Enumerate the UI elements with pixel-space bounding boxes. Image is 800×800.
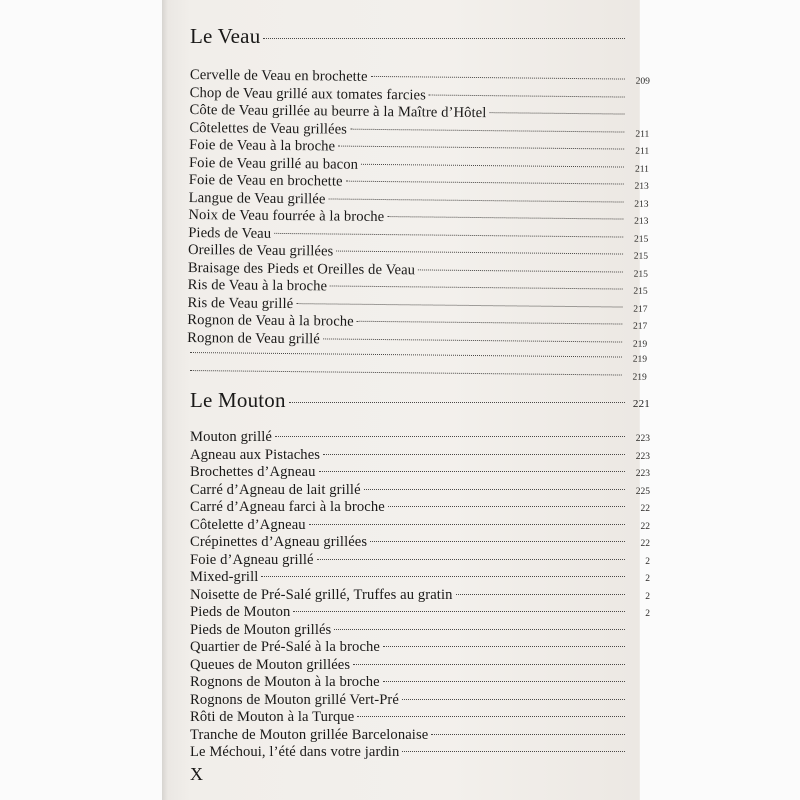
dot-leader (336, 251, 623, 255)
entry-title: Côtelettes de Veau grillées (189, 119, 348, 138)
toc-entry (190, 709, 650, 727)
dot-leader (190, 352, 622, 358)
toc-entry (190, 534, 650, 552)
folio-number: X (190, 764, 203, 784)
entry-title: Ris de Veau grillé (187, 294, 294, 312)
entry-page-number: 209 (635, 76, 650, 87)
section-title: Le Veau (190, 24, 261, 48)
toc-entry (187, 364, 647, 386)
dot-leader (319, 471, 626, 472)
dot-leader (383, 646, 625, 647)
entry-title: Brochettes d’Agneau (190, 464, 316, 480)
background-right (640, 0, 800, 800)
dot-leader (489, 112, 624, 114)
entry-page-number: 211 (635, 129, 650, 140)
dot-leader (334, 629, 625, 630)
entry-page-number: 2 (645, 609, 650, 619)
dot-leader (263, 38, 625, 39)
dot-leader (353, 664, 625, 665)
background-left (0, 0, 162, 800)
entry-title: Ris de Veau à la broche (187, 276, 328, 295)
toc-entry (190, 622, 650, 640)
toc-entry (190, 639, 650, 657)
entry-page-number: 22 (640, 521, 650, 532)
entry-page-number: 2 (645, 574, 650, 584)
section-page-number: 221 (632, 398, 650, 410)
dot-leader (274, 232, 623, 237)
entry-title: Rognons de Mouton grillé Vert-Pré (190, 691, 399, 708)
entry-page-number: 213 (634, 216, 649, 227)
entry-page-number: 215 (633, 251, 649, 262)
entry-page-number: 223 (635, 434, 650, 444)
entry-page-number: 215 (633, 234, 649, 245)
entry-page-number: 213 (634, 181, 649, 192)
dot-leader (317, 559, 625, 560)
dot-leader (456, 594, 625, 595)
entry-title: Queues de Mouton grillées (190, 656, 351, 673)
toc-entry (190, 447, 650, 465)
entry-title: Quartier de Pré-Salé à la broche (190, 639, 380, 655)
dot-leader (361, 163, 624, 167)
toc-entry (190, 499, 650, 517)
entry-page-number: 219 (632, 354, 648, 365)
entry-page-number: 2 (645, 556, 650, 567)
dot-leader (387, 216, 623, 219)
dot-leader (190, 370, 622, 376)
toc-entry (190, 692, 650, 710)
entry-title: Foie d’Agneau grillé (190, 551, 314, 568)
entry-page-number: 211 (635, 146, 650, 157)
entry-title: Cervelle de Veau en brochette (189, 67, 368, 85)
entry-title: Crépinettes d’Agneau grillées (190, 534, 368, 550)
dot-leader (346, 181, 624, 185)
dot-leader (309, 524, 625, 525)
section-title: Le Mouton (190, 388, 286, 412)
entry-title: Mixed-grill (190, 569, 259, 585)
entry-title: Côtelette d’Agneau (190, 516, 306, 533)
entry-page-number: 2 (645, 591, 650, 602)
dot-leader (364, 489, 625, 490)
entry-title: Côte de Veau grillée au beurre à la Maître d’Hôtel (189, 101, 487, 122)
dot-leader (323, 338, 622, 342)
dot-leader (261, 576, 625, 577)
entry-title: Noix de Veau fourrée à la broche (188, 206, 385, 226)
dot-leader (296, 303, 622, 307)
mouton-entry-list (190, 429, 650, 762)
toc-entry (190, 727, 650, 745)
gutter-shadow (162, 0, 168, 800)
dot-leader (429, 94, 625, 97)
entry-page-number: 217 (633, 304, 648, 315)
dot-leader (293, 611, 625, 612)
dot-leader (289, 402, 625, 403)
entry-page-number: 225 (635, 486, 650, 497)
entry-title: Chop de Veau grillé aux tomates farcies (189, 84, 427, 103)
toc-entry (190, 657, 650, 675)
toc-entry (190, 587, 650, 605)
book-page (162, 0, 650, 800)
toc-entry (190, 482, 650, 500)
toc-entry (190, 552, 650, 570)
entry-title: Pieds de Veau (188, 224, 272, 242)
entry-title: Braisage des Pieds et Oreilles de Veau (187, 259, 416, 278)
entry-title: Foie de Veau en brochette (188, 171, 343, 190)
entry-title: Pieds de Mouton (190, 604, 291, 620)
dot-leader (402, 699, 625, 700)
section-veau-header (190, 24, 650, 52)
entry-title: Rognon de Veau grillé (187, 329, 320, 347)
dot-leader (330, 285, 623, 289)
entry-page-number: 219 (632, 372, 647, 383)
dot-leader (357, 716, 625, 717)
dot-leader (329, 198, 624, 202)
dot-leader (370, 541, 625, 542)
entry-title: Carré d’Agneau de lait grillé (190, 481, 361, 498)
entry-page-number: 211 (634, 164, 650, 175)
section-mouton-header (190, 388, 650, 416)
entry-title: Agneau aux Pistaches (190, 446, 321, 463)
dot-leader (388, 506, 625, 507)
toc-entry (190, 464, 650, 482)
toc-entry (190, 569, 650, 587)
entry-title: Langue de Veau grillée (188, 189, 326, 207)
dot-leader (357, 321, 623, 325)
entry-title: Tranche de Mouton grillée Barcelonaise (190, 726, 429, 743)
dot-leader (275, 436, 625, 437)
entry-page-number: 223 (635, 451, 650, 462)
dot-leader (402, 751, 625, 752)
entry-title: Noisette de Pré-Salé grillé, Truffes au gratin (190, 586, 453, 603)
dot-leader (338, 146, 624, 150)
dot-leader (350, 128, 624, 132)
entry-title: Foie de Veau grillé au bacon (188, 154, 359, 173)
entry-title: Oreilles de Veau grillées (187, 241, 334, 260)
entry-title: Rôti de Mouton à la Turque (190, 709, 355, 725)
dot-leader (323, 454, 625, 455)
toc-entry (190, 744, 650, 762)
veau-entry-list (187, 67, 650, 387)
dot-leader (431, 734, 625, 735)
toc-entry (190, 604, 650, 622)
entry-title: Pieds de Mouton grillés (190, 621, 332, 638)
entry-page-number: 215 (633, 269, 648, 280)
entry-title: Carré d’Agneau farci à la broche (190, 499, 385, 515)
entry-title: Rognons de Mouton à la broche (190, 674, 380, 690)
entry-page-number: 22 (640, 539, 650, 549)
toc-entry (190, 517, 650, 535)
entry-page-number: 215 (633, 286, 648, 297)
toc-entry (190, 674, 650, 692)
entry-title: Foie de Veau à la broche (189, 136, 336, 155)
entry-title: Mouton grillé (190, 429, 272, 445)
entry-page-number: 217 (633, 321, 648, 332)
toc-entry (190, 429, 650, 447)
dot-leader (383, 681, 625, 682)
entry-page-number: 213 (634, 199, 649, 210)
entry-page-number: 223 (635, 469, 650, 479)
entry-page-number: 22 (640, 504, 650, 514)
dot-leader (371, 76, 625, 80)
entry-title: Rognon de Veau à la broche (187, 311, 354, 330)
dot-leader (418, 269, 623, 272)
entry-page-number: 219 (632, 339, 648, 350)
entry-title: Le Méchoui, l’été dans votre jardin (190, 744, 400, 760)
